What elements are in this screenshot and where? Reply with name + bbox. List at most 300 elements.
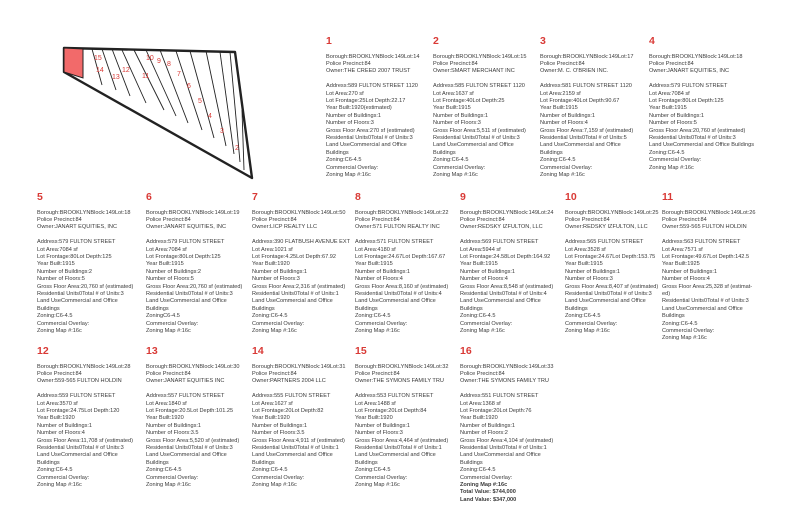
lot-card	[37, 192, 137, 335]
lot-number: 7	[252, 191, 258, 203]
lot-detail: Zoning Map #:16c	[355, 327, 400, 334]
lot-owner: Owner:REDSKY IZFULTON, LLC	[565, 224, 648, 231]
lot-detail: Address:553 FULTON STREET	[355, 393, 434, 400]
lot-borough: Borough:BROOKLYNBlock:149Lot:31	[252, 363, 346, 370]
lot-spacer	[565, 232, 665, 239]
lot-number: 14	[252, 345, 264, 357]
lot-card	[252, 346, 352, 489]
lot-detail: Buildings	[146, 459, 169, 466]
lot-borough: Borough:BROOKLYNBlock:149Lot:32	[355, 363, 449, 370]
lot-number: 8	[355, 191, 361, 203]
lot-detail: Zoning:C6-4.5	[252, 467, 288, 474]
lot-police-precinct: Police Precinct:84	[460, 216, 505, 223]
lot-detail: Residential Units0Total # of Units:3	[662, 298, 749, 305]
lot-detail: Buildings	[146, 305, 169, 312]
lot-number: 11	[662, 191, 674, 203]
lot-detail: Number of Buildings:1	[355, 422, 411, 429]
lot-divider	[190, 51, 214, 138]
lot-owner: Owner:THE CREED 2007 TRUST	[326, 68, 411, 75]
lot-detail: Address:559 FULTON STREET	[37, 393, 116, 400]
lot-spacer	[355, 386, 455, 393]
lot-detail: Lot Frontage:25Lot Depth:22.17	[326, 97, 406, 104]
lot-detail: Year Built:1920	[460, 415, 498, 422]
map-lot-label: 11	[142, 73, 150, 80]
lot-divider	[176, 51, 202, 130]
lot-detail: Residential Units0Total # of Units:5	[540, 134, 627, 141]
lot-detail: Number of Floors:5	[649, 120, 697, 127]
lot-detail: Address:585 FULTON STREET 1120	[433, 83, 525, 90]
lot-borough: Borough:BROOKLYNBlock:149Lot:18	[649, 53, 743, 60]
lot-borough: Borough:BROOKLYNBlock:149Lot:14	[326, 53, 420, 60]
map-lot-label: 4	[208, 113, 212, 120]
lot-owner: Owner:559-565 FULTON HOLDIN	[662, 224, 747, 231]
lot-card	[326, 36, 426, 179]
lot-detail: Number of Buildings:2	[37, 268, 93, 275]
lot-spacer	[37, 232, 137, 239]
lot-police-precinct: Police Precinct:84	[37, 370, 82, 377]
lot-detail: Number of Floors:4	[540, 120, 588, 127]
lot-detail: Number of Buildings:1	[540, 112, 596, 119]
lot-detail: Number of Floors:4	[662, 276, 710, 283]
lot-detail: Lot Area:3570 sf	[37, 400, 78, 407]
lot-detail: Zoning Map #:16c	[662, 335, 707, 342]
lot-detail: Land UseCommercial and Office	[565, 298, 646, 305]
lot-detail: Lot Area:1627 sf	[252, 400, 293, 407]
lot-detail: Residential Units0Total # of Units:1	[252, 444, 339, 451]
lot-detail: Year Built:1920	[252, 261, 290, 268]
lot-card	[37, 346, 137, 489]
lot-detail: Number of Buildings:1	[565, 268, 621, 275]
lot-detail: Zoning:C6-4.5	[252, 313, 288, 320]
lot-detail: Address:571 FULTON STREET	[355, 239, 434, 246]
lot-detail: Zoning Map #:16c	[433, 171, 478, 178]
lot-police-precinct: Police Precinct:84	[565, 216, 610, 223]
lot-detail: Gross Floor Area:7,159 sf (estimated)	[540, 127, 634, 134]
lot-detail: Gross Floor Area:20,760 sf (estimated)	[649, 127, 746, 134]
lot-detail: Commercial Overlay:	[649, 157, 702, 164]
lot-police-precinct: Police Precinct:84	[146, 370, 191, 377]
lot-borough: Borough:BROOKLYNBlock:149Lot:25	[565, 209, 659, 216]
lot-detail: Commercial Overlay:	[355, 320, 408, 327]
map-lot-label: 7	[177, 71, 181, 78]
lot-police-precinct: Police Precinct:84	[252, 370, 297, 377]
lot-card	[460, 346, 560, 504]
lot-detail: Number of Buildings:1	[433, 112, 489, 119]
lot-detail: Commercial Overlay:	[37, 474, 90, 481]
lot-detail: Zoning Map #:16c	[540, 171, 585, 178]
lot-detail: Zoning:C6-4.5	[662, 320, 698, 327]
lot-detail: Residential Units0Total # of Units:1	[460, 444, 547, 451]
lot-detail: Number of Buildings:1	[326, 112, 382, 119]
lot-detail: Gross Floor Area:270 sf (estimated)	[326, 127, 415, 134]
lot-police-precinct: Police Precinct:84	[433, 60, 478, 67]
lot-detail: Land UseCommercial and Office	[460, 298, 541, 305]
lot-police-precinct: Police Precinct:84	[146, 216, 191, 223]
lot-borough: Borough:BROOKLYNBlock:149Lot:17	[540, 53, 634, 60]
lot-detail: Commercial Overlay:	[460, 320, 513, 327]
map-lot-label: 6	[187, 83, 191, 90]
lot-detail: Residential Units0Total # of Units:3	[37, 290, 124, 297]
lot-detail: Address:565 FULTON STREET	[565, 239, 644, 246]
map-lot-label: 2	[235, 145, 239, 152]
lot-detail: Year Built:1915	[565, 261, 603, 268]
lot-detail: Year Built:1925	[662, 261, 700, 268]
lot-detail: Gross Floor Area:4,911 sf (estimated)	[252, 437, 345, 444]
lot-borough: Borough:BROOKLYNBlock:149Lot:33	[460, 363, 554, 370]
lot-detail: Buildings	[540, 149, 563, 156]
lot-spacer	[146, 232, 246, 239]
lot-detail: Year Built:1915	[146, 261, 184, 268]
lot-detail: Commercial Overlay:	[355, 474, 408, 481]
lot-detail: Zoning Map #:16c	[252, 481, 297, 488]
lot-detail: Buildings	[37, 459, 60, 466]
lot-detail: Buildings	[662, 313, 685, 320]
lot-owner: Owner:JANART EQUITIES INC	[146, 378, 225, 385]
lot-owner: Owner:PARTNERS 2004 LLC	[252, 378, 326, 385]
lot-detail: Lot Frontage:49.67Lot Depth:142.5	[662, 253, 750, 260]
lot-detail: Address:579 FULTON STREET	[649, 83, 728, 90]
lot-detail: Buildings	[252, 305, 275, 312]
lot-card	[649, 35, 754, 172]
lot-spacer	[433, 76, 533, 83]
lot-detail: Buildings	[252, 459, 275, 466]
lot-detail: Lot Area:270 sf	[326, 90, 364, 97]
lot-police-precinct: Police Precinct:84	[355, 370, 400, 377]
lot-number: 16	[460, 345, 472, 357]
lot-number: 5	[37, 191, 43, 203]
lot-card	[146, 192, 246, 335]
lot-detail: Lot Area:7571 sf	[662, 246, 703, 253]
lot-borough: Borough:BROOKLYNBlock:149Lot:19	[146, 209, 240, 216]
lot-card	[565, 192, 665, 335]
lot-detail: Lot Frontage:4.25Lot Depth:67.92	[252, 253, 336, 260]
lot-detail: Number of Buildings:1	[252, 268, 308, 275]
lot-detail: Zoning Map #:16c	[37, 481, 82, 488]
lot-number: 12	[37, 345, 49, 357]
lot-detail: Lot Frontage:24.67Lot Depth:167.67	[355, 253, 446, 260]
lot-police-precinct: Police Precinct:84	[649, 60, 694, 67]
lot-detail: Number of Buildings:1	[649, 112, 705, 119]
map-lot-label: 12	[122, 67, 130, 74]
lot-detail: Number of Buildings:1	[37, 422, 93, 429]
lot-detail: Year Built:1920(estimated)	[326, 105, 392, 112]
lot-detail: Residential Units0Total # of Units:3	[326, 134, 413, 141]
lot-detail: Zoning:C6-4.5	[355, 467, 391, 474]
lot-detail: Zoning:C6-4.5	[37, 313, 73, 320]
lot-card	[355, 346, 455, 489]
lot-spacer	[649, 76, 749, 83]
lot-detail: Commercial Overlay:	[326, 164, 379, 171]
lot-detail: Lot Frontage:24.67Lot Depth:153.75	[565, 253, 656, 260]
lot-detail: Number of Buildings:1	[460, 268, 516, 275]
lot-summary: Total Value: $744,000	[460, 489, 516, 496]
lot-detail: Gross Floor Area:5,511 sf (estimated)	[433, 127, 526, 134]
lot-detail: Zoning:C6-4.5	[540, 157, 576, 164]
lot-detail: Buildings	[355, 459, 378, 466]
lot-detail: Year Built:1915	[460, 261, 498, 268]
lot-detail: Gross Floor Area:8,548 sf (estimated)	[460, 283, 554, 290]
lot-spacer	[662, 232, 762, 239]
lot-detail: Commercial Overlay:	[146, 320, 199, 327]
lot-detail: ZoningC6-4.5	[146, 313, 180, 320]
lot-detail: Year Built:1920	[146, 415, 184, 422]
lot-detail: Commercial Overlay:	[252, 474, 305, 481]
lot-detail: Land UseCommercial and Office	[355, 452, 436, 459]
lot-spacer	[37, 386, 137, 393]
lot-detail: Commercial Overlay:	[146, 474, 199, 481]
lot-owner: Owner:M. C. O'BRIEN INC.	[540, 68, 609, 75]
lot-detail: Address:579 FULTON STREET	[146, 239, 225, 246]
lot-divider	[220, 52, 234, 154]
lot-detail: Land UseCommercial and Office	[662, 305, 743, 312]
lot-detail: Buildings	[37, 305, 60, 312]
lot-detail: Commercial Overlay:	[252, 320, 305, 327]
lot-detail: Land UseCommercial and Office	[355, 298, 436, 305]
lot-number: 3	[540, 35, 546, 47]
lot-detail: Lot Area:1637 sf	[433, 90, 474, 97]
lot-borough: Borough:BROOKLYNBlock:149Lot:28	[37, 363, 131, 370]
lot-borough: Borough:BROOKLYNBlock:149Lot:15	[433, 53, 527, 60]
lot-detail: Zoning:C6-4.5	[460, 313, 496, 320]
lot-owner: Owner:THE SYMONS FAMILY TRU	[460, 378, 549, 385]
lot-detail: Buildings	[460, 305, 483, 312]
lot-detail: Buildings	[460, 459, 483, 466]
lot-detail: Address:579 FULTON STREET	[37, 239, 116, 246]
lot-detail: Zoning Map #:16c	[252, 327, 297, 334]
lot-detail: Commercial Overlay:	[37, 320, 90, 327]
lot-detail: Gross Floor Area:20,760 sf (estimated)	[37, 283, 134, 290]
lot-detail: Number of Floors:3	[252, 276, 300, 283]
lot-detail: Zoning Map #:16c	[565, 327, 610, 334]
lot-detail: Land UseCommercial and Office	[460, 452, 541, 459]
lot-detail: Zoning:C6-4.5	[326, 157, 362, 164]
lot-owner: Owner:JANART EQUITIES, INC	[146, 224, 226, 231]
lot-detail: Lot Frontage:24.58Lot Depth:164.92	[460, 253, 551, 260]
lot-spacer	[460, 232, 560, 239]
map-lot-label: 13	[112, 74, 120, 81]
lot-detail: Zoning:C6-4.5	[460, 467, 496, 474]
lot-spacer	[540, 76, 640, 83]
lot-detail: Number of Floors:4	[355, 276, 403, 283]
lot-card	[146, 346, 246, 489]
lot-number: 10	[565, 191, 577, 203]
lot-detail: Year Built:1915	[355, 261, 393, 268]
lot-detail: Zoning Map #:16c	[649, 164, 694, 171]
lot-detail: Buildings	[326, 149, 349, 156]
lot-detail: Number of Floors:5	[146, 276, 194, 283]
lot-number: 9	[460, 191, 466, 203]
lot-number: 1	[326, 35, 332, 47]
lot-detail: Land UseCommercial and Office	[252, 452, 333, 459]
lot-detail: Residential Units0Total # of Units:1	[355, 444, 442, 451]
lot-detail: Land UseCommercial and Office	[540, 142, 621, 149]
lot-detail: Address:563 FULTON STREET	[662, 239, 741, 246]
lot-owner: Owner:REDSKY IZFULTON, LLC	[460, 224, 543, 231]
lot-detail: Lot Frontage:20Lot Depth:84	[355, 407, 427, 414]
lot-detail: Address:581 FULTON STREET 1120	[540, 83, 632, 90]
lot-detail: Lot Area:7084 sf	[37, 246, 78, 253]
lot-detail: Zoning:C6-4.5	[355, 313, 391, 320]
lot-detail: Number of Floors:4	[37, 430, 85, 437]
lot-detail: Zoning:C6-4.5	[649, 149, 685, 156]
lot-detail: Commercial Overlay:	[433, 164, 486, 171]
lot-owner: Owner:LICP REALTY LLC	[252, 224, 317, 231]
lot-detail: Buildings	[433, 149, 456, 156]
lot-detail: Residential Units0Total # of Units:3	[433, 134, 520, 141]
lot-detail: Commercial Overlay:	[460, 474, 513, 481]
lot-number: 6	[146, 191, 152, 203]
lot-card	[355, 192, 455, 335]
lot-detail: Residential Units0Total # of Units:3	[649, 134, 736, 141]
lot-detail: Residential Units0Total # of Units:4	[460, 290, 547, 297]
lot-detail: Zoning Map #:16c	[37, 327, 82, 334]
lot-owner: Owner:JANART EQUITIES, INC	[649, 68, 729, 75]
lot-borough: Borough:BROOKLYNBlock:149Lot:18	[37, 209, 131, 216]
lot-detail: Lot Frontage:24.75Lot Depth:120	[37, 407, 120, 414]
lot-borough: Borough:BROOKLYNBlock:149Lot:30	[146, 363, 240, 370]
lot-police-precinct: Police Precinct:84	[252, 216, 297, 223]
block-outline	[64, 48, 252, 178]
lot-detail: Number of Floors:3	[433, 120, 481, 127]
lot-detail: Address:589 FULTON STREET 1120	[326, 83, 418, 90]
lot-detail: Lot Area:1840 sf	[146, 400, 187, 407]
lot-summary: Land Value: $347,000	[460, 496, 517, 503]
lot-borough: Borough:BROOKLYNBlock:149Lot:50	[252, 209, 346, 216]
lot-detail: Number of Floors:3	[326, 120, 374, 127]
lot-detail: Number of Buildings:2	[146, 268, 202, 275]
lot-detail: ed)	[662, 290, 671, 297]
lot-detail: Zoning:C6-4.5	[565, 313, 601, 320]
lot-detail: Buildings	[565, 305, 588, 312]
map-lot-label: 10	[146, 55, 154, 62]
lot-spacer	[326, 76, 426, 83]
lot-spacer	[460, 386, 560, 393]
lot-detail: Lot Area:4180 sf	[355, 246, 396, 253]
lot-detail: Lot Frontage:40Lot Depth:25	[433, 97, 505, 104]
lot-detail: Commercial Overlay:	[662, 327, 715, 334]
lot-detail: Year Built:1915	[540, 105, 578, 112]
lot-detail: Address:557 FULTON STREET	[146, 393, 225, 400]
lot-spacer	[252, 232, 352, 239]
lot-detail: Gross Floor Area:20,760 sf (estimated)	[146, 283, 243, 290]
map-lot-label: 8	[167, 61, 171, 68]
lot-detail: Zoning Map #:16c	[146, 481, 191, 488]
lot-detail: Number of Floors:4	[460, 276, 508, 283]
lot-detail: Lot Frontage:80Lot Depth:125	[649, 97, 724, 104]
lot-card	[252, 192, 352, 335]
lot-card	[662, 192, 762, 343]
lot-detail: Zoning Map #:16c	[326, 171, 371, 178]
lot-borough: Borough:BROOKLYNBlock:149Lot:24	[460, 209, 554, 216]
lot-detail: Number of Buildings:1	[252, 422, 308, 429]
lot-detail: Zoning Map #:16c	[355, 481, 400, 488]
lot-detail: Lot Frontage:80Lot Depth:125	[37, 253, 112, 260]
lot-detail: Commercial Overlay:	[540, 164, 593, 171]
lot-police-precinct: Police Precinct:84	[326, 60, 371, 67]
lot-detail: Lot Area:7084 sf	[146, 246, 187, 253]
lot-detail: Year Built:1915	[649, 105, 687, 112]
lot-police-precinct: Police Precinct:84	[540, 60, 585, 67]
lot-borough: Borough:BROOKLYNBlock:149Lot:26	[662, 209, 756, 216]
lot-detail: Land UseCommercial and Office	[37, 298, 118, 305]
lot-detail: Year Built:1920	[37, 415, 75, 422]
lot-borough: Borough:BROOKLYNBlock:149Lot:22	[355, 209, 449, 216]
lot-card	[433, 36, 533, 179]
lot-owner: Owner:559-565 FULTON HOLDIN	[37, 378, 122, 385]
lot-detail: Gross Floor Area:5,520 sf (estimated)	[146, 437, 240, 444]
map-lot-label: 15	[94, 55, 102, 62]
map-lot-label: 9	[157, 58, 161, 65]
lot-police-precinct: Police Precinct:84	[37, 216, 82, 223]
lot-number: 13	[146, 345, 158, 357]
lot-detail: Number of Floors:3	[565, 276, 613, 283]
lot-detail: Lot Area:2159 sf	[540, 90, 581, 97]
lot-detail: Lot Frontage:20.5Lot Depth:101.25	[146, 407, 234, 414]
lot-detail: Address:569 FULTON STREET	[460, 239, 539, 246]
lot-detail: Land UseCommercial and Office Buildings	[649, 142, 754, 149]
lot-detail: Lot Frontage:40Lot Depth:90.67	[540, 97, 620, 104]
lot-owner: Owner:571 FULTON REALTY INC	[355, 224, 440, 231]
lot-detail: Land UseCommercial and Office	[433, 142, 514, 149]
lot-owner: Owner:SMART MERCHANT INC	[433, 68, 515, 75]
lot-detail: Residential Units0Total # of Units:3	[565, 290, 652, 297]
map-lot-label: 5	[198, 98, 202, 105]
lot-owner: Owner:THE SYMONS FAMILY TRU	[355, 378, 444, 385]
lot-detail: Number of Buildings:1	[662, 268, 718, 275]
lot-detail: Year Built:1920	[355, 415, 393, 422]
lot-detail: Number of Floors:3.5	[252, 430, 305, 437]
map-lot-label: 14	[96, 67, 104, 74]
lot-police-precinct: Police Precinct:84	[662, 216, 707, 223]
lot-card	[540, 36, 640, 179]
lot-detail: Gross Floor Area:25,328 sf (estimat-	[662, 283, 753, 290]
lot-detail: Number of Floors:3.5	[146, 430, 199, 437]
lot-number: 4	[649, 35, 655, 47]
lot-detail: Number of Floors:2	[460, 430, 508, 437]
lot-detail: Year Built:1915	[37, 261, 75, 268]
lot-detail: Residential Units0Total # of Units:3	[37, 444, 124, 451]
lot-detail: Address:555 FULTON STREET	[252, 393, 331, 400]
map-lot-label: 3	[220, 128, 224, 135]
lot-detail: Gross Floor Area:11,708 sf (estimated)	[37, 437, 133, 444]
lot-number: 2	[433, 35, 439, 47]
lot-detail: Buildings	[355, 305, 378, 312]
lot-spacer	[252, 386, 352, 393]
lot-detail: Land UseCommercial and Office	[146, 452, 227, 459]
lot-detail: Lot Area:3528 sf	[565, 246, 606, 253]
lot-detail: Number of Floors:5	[37, 276, 85, 283]
lot-detail: Lot Frontage:20Lot Depth:82	[252, 407, 324, 414]
lot-detail: Lot Area:1488 sf	[355, 400, 396, 407]
lot-detail: Gross Floor Area:4,464 sf (estimated)	[355, 437, 449, 444]
lot-detail: Lot Frontage:80Lot Depth:125	[146, 253, 221, 260]
lot-detail: Zoning:C6-4.5	[433, 157, 469, 164]
lot-detail: Zoning:C6-4.5	[37, 467, 73, 474]
lot-detail: Number of Floors:3	[355, 430, 403, 437]
lot-detail: Zoning Map #:16c	[146, 327, 191, 334]
block-map	[30, 30, 280, 180]
lot-police-precinct: Police Precinct:84	[355, 216, 400, 223]
lot-detail: Lot Area:5944 sf	[460, 246, 501, 253]
lot-detail: Residential Units0Total # of Units:3	[146, 290, 233, 297]
lot-detail: Lot Frontage:20Lot Depth:76	[460, 407, 532, 414]
lot-detail: Residential Units0Total # of Units:3	[146, 444, 233, 451]
lot-detail: Lot Area:1021 sf	[252, 246, 293, 253]
lot-detail: Land UseCommercial and Office	[252, 298, 333, 305]
lot-detail: Land UseCommercial and Office	[37, 452, 118, 459]
lot-spacer	[146, 386, 246, 393]
lot-detail: Commercial Overlay:	[565, 320, 618, 327]
